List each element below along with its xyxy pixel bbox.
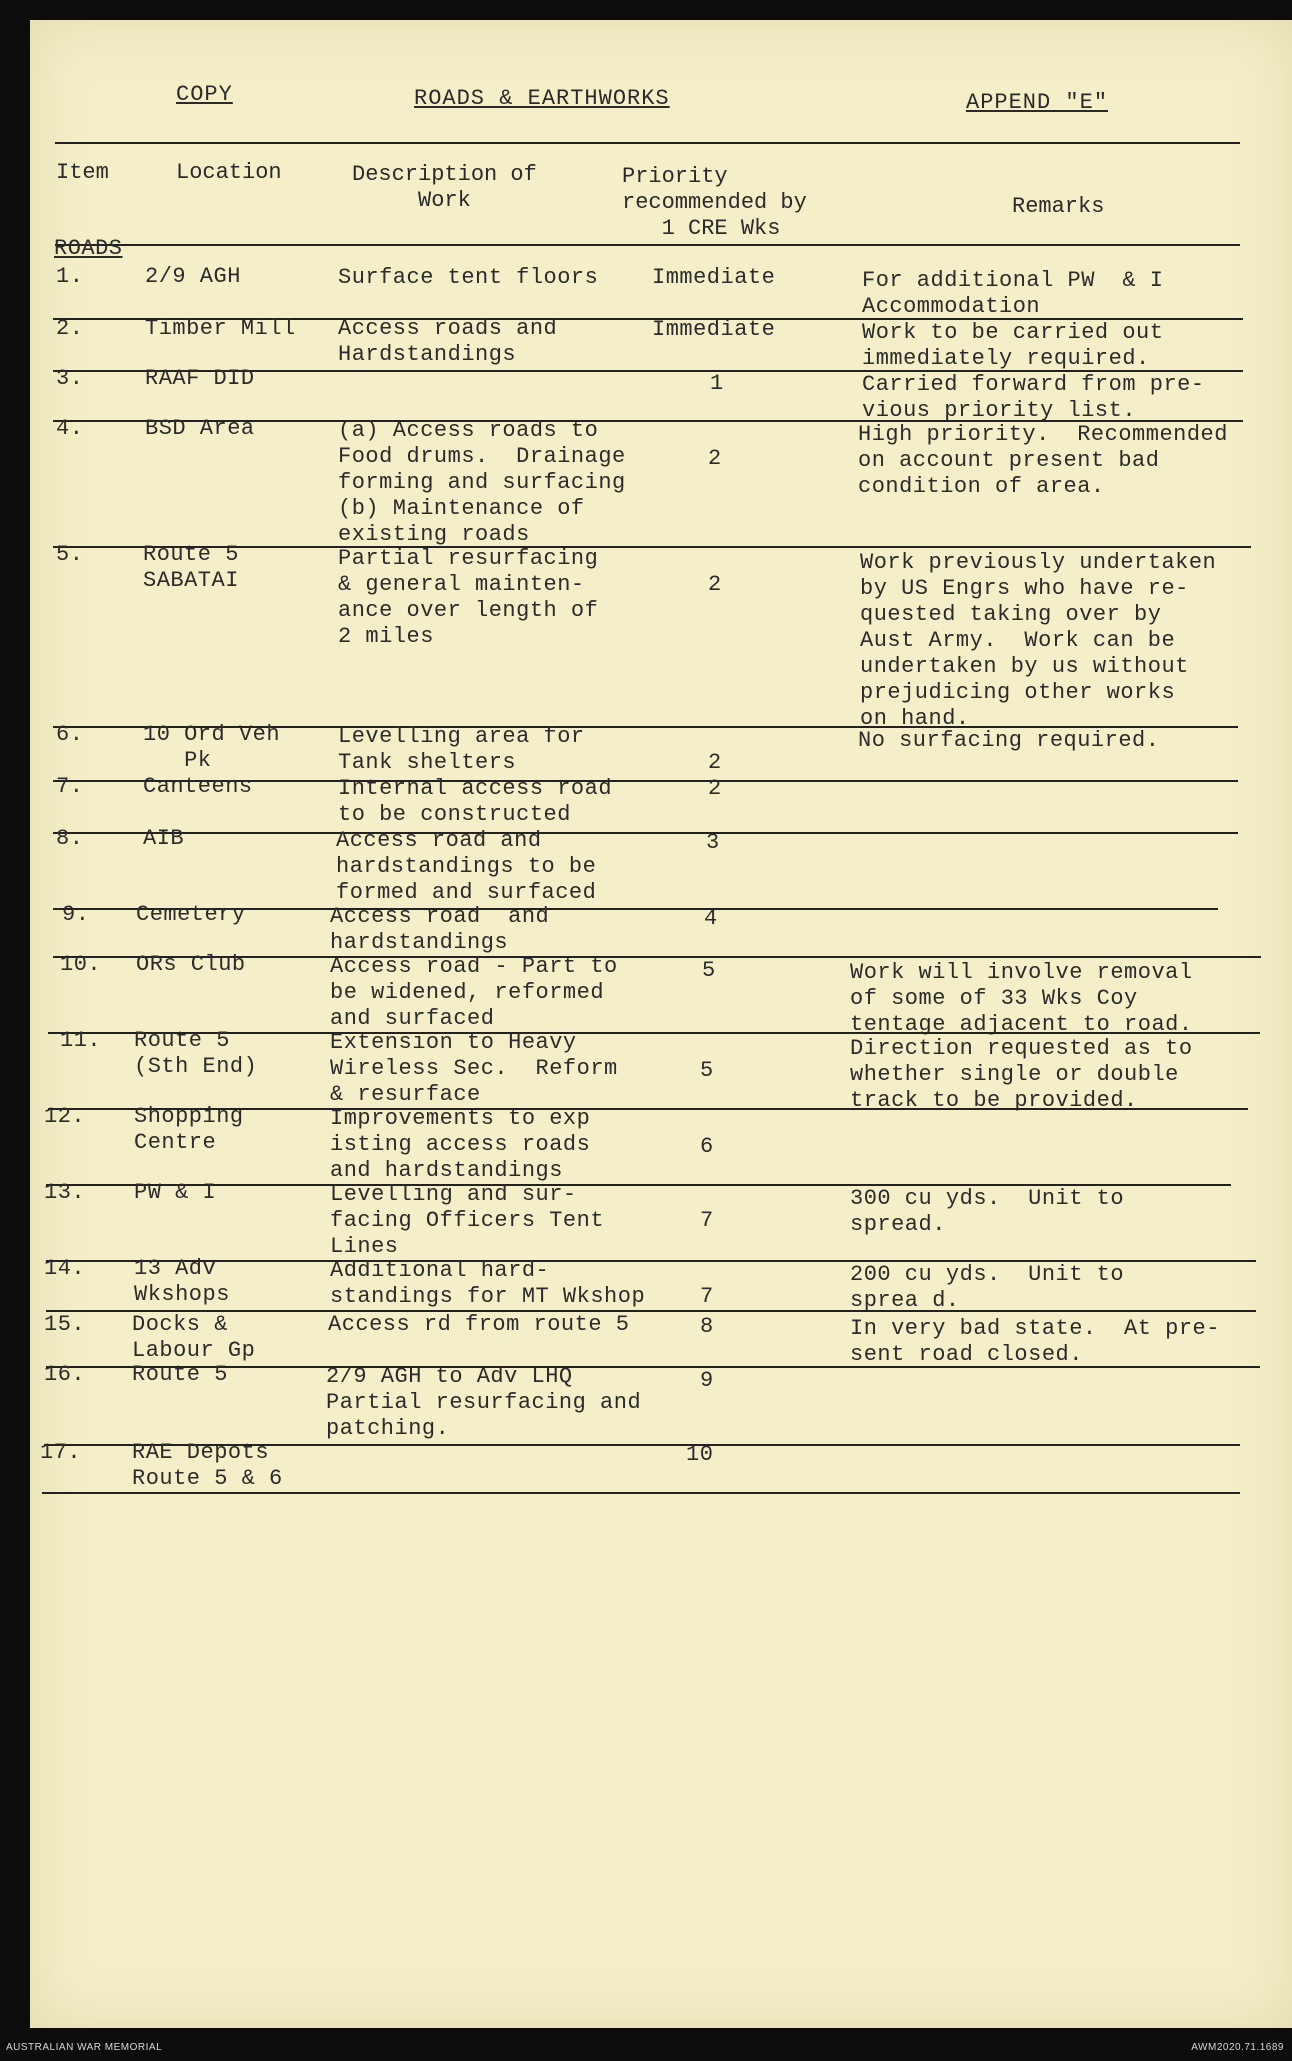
row-16-priority: 9: [700, 1368, 714, 1393]
row-12-description: Improvements to exp isting access roads and hardstandings: [330, 1106, 591, 1183]
row-7-priority: 2: [708, 776, 722, 801]
row-9-description: Access road and hardstandings: [330, 904, 550, 955]
row-5-location: Route 5 SABATAI: [143, 542, 239, 593]
row-4-priority: 2: [708, 446, 722, 471]
row-10-location: ORs Club: [136, 952, 246, 977]
row-17-priority: 10: [686, 1442, 714, 1467]
row-13-location: PW & I: [134, 1180, 217, 1205]
row-14-description: Additional hard- standings for MT Wkshop: [330, 1258, 646, 1309]
row-6-remarks: No surfacing required.: [858, 728, 1160, 753]
row-10-description: Access road - Part to be widened, reformed and surfaced: [330, 954, 618, 1031]
row-16-location: Route 5: [132, 1362, 228, 1387]
row-10-remarks: Work will involve removal of some of 33 Wks Coy tentage adjacent to road.: [850, 960, 1193, 1037]
row-6-location: 10 Ord Veh Pk: [143, 722, 281, 773]
row-15-description: Access rd from route 5: [328, 1312, 630, 1337]
header-top-rule: [55, 142, 1240, 144]
row-9-location: Cemetery: [136, 902, 246, 927]
section-label-roads: ROADS: [54, 236, 123, 261]
header-bottom-rule: [55, 244, 1240, 246]
row-14-priority: 7: [700, 1284, 714, 1309]
row-5-description: Partial resurfacing & general mainten- ance over length of 2 miles: [338, 546, 599, 649]
append-label: APPEND "E": [966, 90, 1109, 115]
row-15-remarks: In very bad state. At pre- sent road closed.: [850, 1316, 1220, 1367]
col-description-header: Description of Work: [352, 162, 537, 213]
document-title: ROADS & EARTHWORKS: [414, 86, 670, 111]
row-12-location: Shopping Centre: [134, 1104, 244, 1155]
row-16-item: 16.: [44, 1362, 86, 1387]
row-9-item: 9.: [62, 902, 90, 927]
copy-label: COPY: [176, 82, 233, 107]
row-8-item: 8.: [56, 826, 84, 851]
row-6-description: Levelling area for Tank shelters: [338, 724, 585, 775]
row-1-description: Surface tent floors: [338, 265, 599, 290]
row-5-priority: 2: [708, 572, 722, 597]
row-11-location: Route 5 (Sth End): [134, 1028, 258, 1079]
row-17-item: 17.: [40, 1440, 82, 1465]
row-14-location: 13 Adv Wkshops: [134, 1256, 230, 1307]
row-2-location: Timber Mill: [145, 316, 296, 341]
row-11-item: 11.: [60, 1028, 102, 1053]
row-15-priority: 8: [700, 1314, 714, 1339]
col-remarks-header: Remarks: [1012, 194, 1105, 219]
footer-accession-number: AWM2020.71.1689: [1191, 2042, 1284, 2053]
row-11-remarks: Direction requested as to whether single or double track to be provided.: [850, 1036, 1193, 1113]
row-12-item: 12.: [44, 1104, 86, 1129]
row-16-description: 2/9 AGH to Adv LHQ Partial resurfacing and patching.: [326, 1364, 642, 1441]
row-10-priority: 5: [702, 958, 716, 983]
row-1-priority: Immediate: [652, 265, 776, 290]
row-3-remarks: Carried forward from pre- vious priority list.: [862, 372, 1205, 423]
row-8-priority: 3: [706, 830, 720, 855]
row-1-remarks: For additional PW & I Accommodation: [862, 268, 1164, 319]
row-13-remarks: 300 cu yds. Unit to spread.: [850, 1186, 1125, 1237]
col-priority-header: Priority recommended by 1 CRE Wks: [622, 164, 807, 241]
row-11-description: Extension to Heavy Wireless Sec. Reform & resurface: [330, 1030, 618, 1107]
row-14-item: 14.: [44, 1256, 86, 1281]
row-14-remarks: 200 cu yds. Unit to sprea d.: [850, 1262, 1125, 1313]
col-item-header: Item: [56, 160, 109, 185]
row-7-location: Canteens: [143, 774, 253, 799]
row-6-priority: 2: [708, 750, 722, 775]
row-13-description: Levelling and sur- facing Officers Tent Lines: [330, 1182, 605, 1259]
row-9-priority: 4: [704, 906, 718, 931]
row-10-item: 10.: [60, 952, 102, 977]
row-4-description: (a) Access roads to Food drums. Drainage forming and surfacing (b) Maintenance of existing roads: [338, 418, 626, 547]
row-6-item: 6.: [56, 722, 84, 747]
row-1-location: 2/9 AGH: [145, 264, 241, 289]
row-7-description: Internal access road to be constructed: [338, 776, 613, 827]
row-4-remarks: High priority. Recommended on account present bad condition of area.: [858, 422, 1228, 499]
row-17-rule: [42, 1492, 1240, 1494]
row-8-description: Access road and hardstandings to be formed and surfaced: [336, 828, 597, 905]
row-4-item: 4.: [56, 416, 84, 441]
row-5-remarks: Work previously undertaken by US Engrs who have re- quested taking over by Aust Army. Work can be undertaken by us without prejudicing other works on hand.: [860, 550, 1217, 731]
row-3-priority: 1: [710, 371, 724, 396]
row-15-location: Docks & Labour Gp: [132, 1312, 256, 1363]
row-17-location: RAE Depots Route 5 & 6: [132, 1440, 283, 1491]
row-2-description: Access roads and Hardstandings: [338, 316, 558, 367]
row-2-priority: Immediate: [652, 317, 776, 342]
col-location-header: Location: [176, 160, 282, 185]
footer-archive-name: AUSTRALIAN WAR MEMORIAL: [6, 2042, 163, 2053]
row-3-location: RAAF DID: [145, 366, 255, 391]
row-7-item: 7.: [56, 774, 84, 799]
row-13-item: 13.: [44, 1180, 86, 1205]
row-1-item: 1.: [56, 264, 84, 289]
row-11-priority: 5: [700, 1058, 714, 1083]
row-13-priority: 7: [700, 1208, 714, 1233]
row-12-priority: 6: [700, 1134, 714, 1159]
row-3-item: 3.: [56, 366, 84, 391]
row-15-rule: [46, 1366, 1260, 1368]
row-15-item: 15.: [44, 1312, 86, 1337]
row-2-remarks: Work to be carried out immediately required.: [862, 320, 1164, 371]
row-8-location: AIB: [143, 826, 185, 851]
row-4-location: BSD Area: [145, 416, 255, 441]
row-5-item: 5.: [56, 542, 84, 567]
row-2-item: 2.: [56, 316, 84, 341]
row-7-rule: [53, 832, 1238, 834]
